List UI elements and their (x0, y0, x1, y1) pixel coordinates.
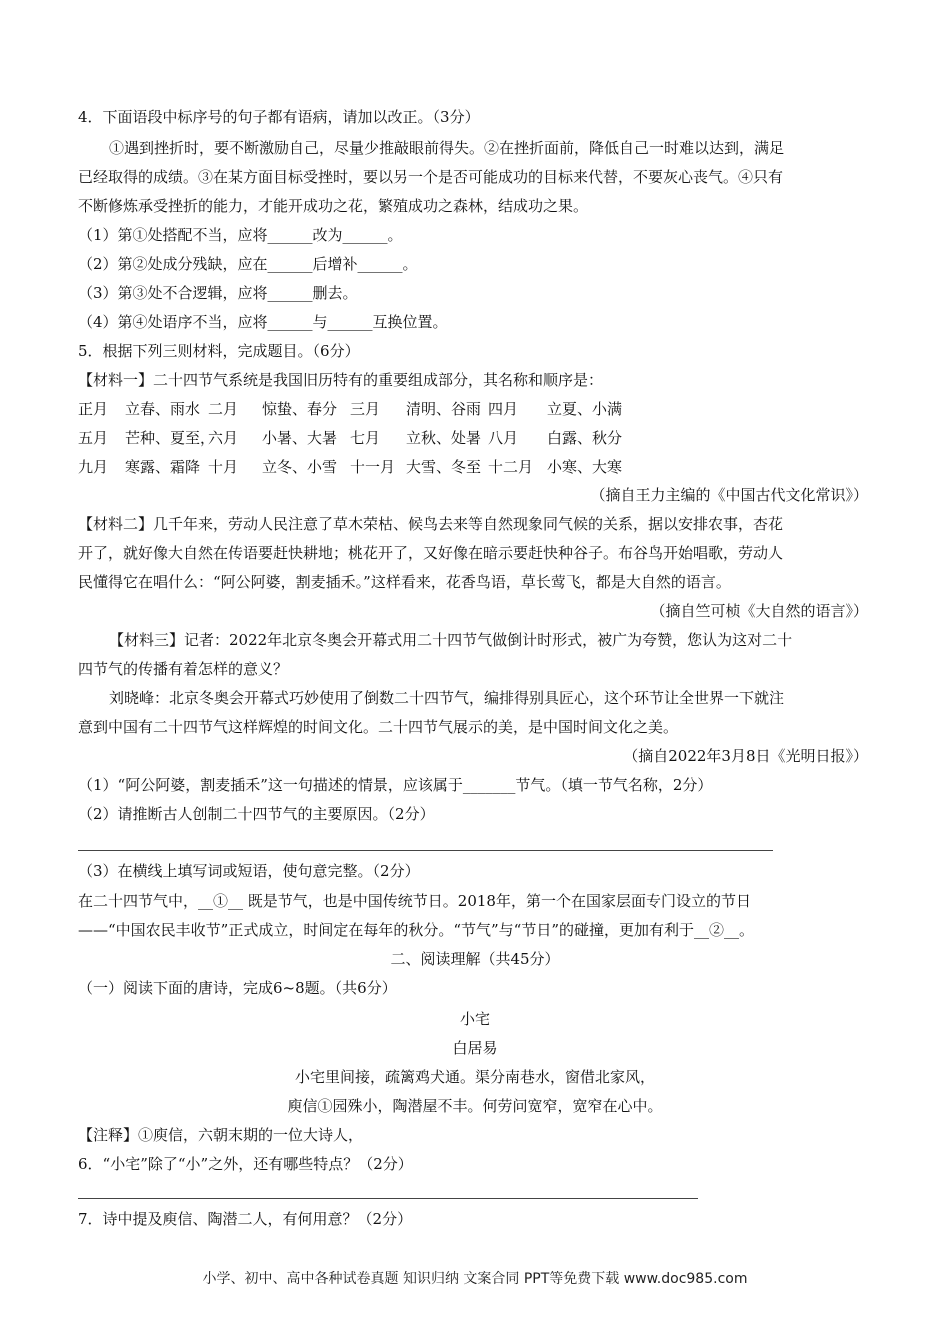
terms-cell: 立夏、小满 (547, 400, 623, 418)
answer-line (78, 850, 773, 851)
poem-line: 小宅里间接，疏篱鸡犬通。渠分南巷水，窗借北家风， (294, 1068, 655, 1086)
part-1-heading: （一）阅读下面的唐诗，完成6~8题。（共6分） (78, 979, 397, 997)
q5-sub-question-2: （2）请推断古人创制二十四节气的主要原因。（2分） (78, 805, 435, 823)
q4-para-line: ①遇到挫折时，要不断激励自己，尽量少推敲眼前得失。②在挫折面前，降低自己一时难以达到，满足 (109, 139, 785, 157)
q4-sub-question: （4）第④处语序不当，应将______与______互换位置。 (78, 313, 448, 331)
q4-sub-question: （1）第①处搭配不当，应将______改为______。 (78, 226, 403, 244)
material-2-line: 【材料二】几千年来，劳动人民注意了草木荣枯、候鸟去来等自然现象同气候的关系，据以安排农事，杏花 (78, 515, 784, 533)
q4-sub-question: （2）第②处成分残缺，应在______后增补______。 (78, 255, 418, 273)
footer-banner: 小学、初中、高中各种试卷真题 知识归纳 文案合同 PPT等免费下载 www.doc985.com (202, 1271, 748, 1287)
month-cell: 十月 (208, 458, 239, 476)
q5-sub-question-3-text: ——“中国农民丰收节”正式成立，时间定在每年的秋分。“节气”与“节日”的碰撞，更加有利于__②__。 (78, 921, 755, 939)
q5-sub-question-3: （3）在横线上填写词或短语，使句意完整。（2分） (78, 862, 420, 880)
q4-title: 4．下面语段中标序号的句子都有语病，请加以改正。（3分） (78, 108, 480, 126)
month-cell: 三月 (350, 400, 381, 418)
poem-note: 【注释】①庾信，六朝末期的一位大诗人， (78, 1126, 364, 1144)
terms-cell: 清明、谷雨 (406, 400, 482, 418)
terms-cell: 芒种、夏至， (125, 429, 216, 447)
material-3-line: 刘晓峰：北京冬奥会开幕式巧妙使用了倒数二十四节气，编排得别具匠心，这个环节让全世界一下就注 (109, 689, 785, 707)
terms-cell: 大雪、冬至 (406, 458, 482, 476)
terms-cell: 小暑、大暑 (262, 429, 338, 447)
month-cell: 十二月 (488, 458, 534, 476)
month-cell: 九月 (78, 458, 109, 476)
poem-author: 白居易 (452, 1039, 498, 1057)
month-cell: 五月 (78, 429, 109, 447)
q4-para-line: 已经取得的成绩。③在某方面目标受挫时，要以另一个是否可能成功的目标来代替，不要灰心丧气。④只有 (78, 168, 784, 186)
terms-cell: 立秋、处暑 (406, 429, 482, 447)
material-2-line: 开了，就好像大自然在传语要赶快耕地；桃花开了，又好像在暗示要赶快种谷子。布谷鸟开始唱歌，劳动人 (78, 544, 784, 562)
q5-sub-question-1: （1）“阿公阿婆，割麦插禾”这一句描述的情景，应该属于_______节气。（填一节气名称，2分） (78, 776, 713, 794)
month-cell: 六月 (208, 429, 239, 447)
poem-title: 小宅 (459, 1010, 490, 1028)
month-cell: 七月 (350, 429, 381, 447)
q5-sub-question-3-text: 在二十四节气中，__①__ 既是节气，也是中国传统节日。2018年，第一个在国家层面专门设立的节日 (78, 892, 751, 910)
month-cell: 十一月 (350, 458, 396, 476)
solar-terms-row (78, 398, 878, 420)
month-cell: 四月 (488, 400, 519, 418)
terms-cell: 小寒、大寒 (547, 458, 623, 476)
poem-line: 庾信①园殊小，陶潜屋不丰。何劳问宽窄，宽窄在心中。 (287, 1097, 663, 1115)
terms-cell: 惊蛰、春分 (262, 400, 338, 418)
material-3-source: （摘自2022年3月8日《光明日报》） (623, 747, 868, 765)
month-cell: 二月 (208, 400, 239, 418)
material-1-intro: 【材料一】二十四节气系统是我国旧历特有的重要组成部分，其名称和顺序是： (78, 371, 604, 389)
terms-cell: 寒露、霜降 (125, 458, 201, 476)
section-title: 二、阅读理解（共45分） (390, 950, 560, 968)
q4-sub-question: （3）第③处不合逻辑，应将______删去。 (78, 284, 358, 302)
month-cell: 正月 (78, 400, 109, 418)
material-2-source: （摘自竺可桢《大自然的语言》） (650, 602, 868, 620)
material-3-line: 【材料三】记者：2022年北京冬奥会开幕式用二十四节气做倒计时形式，被广为夸赞，您认为这对二十 (109, 631, 793, 649)
material-1-source: （摘自王力主编的《中国古代文化常识》） (590, 486, 868, 504)
solar-terms-row (78, 456, 878, 478)
material-2-line: 民懂得它在唱什么：“阿公阿婆，割麦插禾。”这样看来，花香鸟语，草长莺飞，都是大自然的语言。 (78, 573, 731, 591)
answer-line (78, 1198, 698, 1199)
material-3-line: 四节气的传播有着怎样的意义？ (78, 660, 289, 678)
q4-para-line: 不断修炼承受挫折的能力，才能开成功之花，繁殖成功之森林，结成功之果。 (78, 197, 589, 215)
material-3-line: 意到中国有二十四节气这样辉煌的时间文化。二十四节气展示的美，是中国时间文化之美。 (78, 718, 679, 736)
month-cell: 八月 (488, 429, 519, 447)
question-6: 6．“小宅”除了“小”之外，还有哪些特点？（2分） (78, 1155, 413, 1173)
q5-title: 5．根据下列三则材料，完成题目。（6分） (78, 342, 360, 360)
terms-cell: 立冬、小雪 (262, 458, 338, 476)
question-7: 7．诗中提及庾信、陶潜二人，有何用意？（2分） (78, 1210, 413, 1228)
terms-cell: 立春、雨水 (125, 400, 201, 418)
terms-cell: 白露、秋分 (547, 429, 623, 447)
solar-terms-row (78, 427, 878, 449)
